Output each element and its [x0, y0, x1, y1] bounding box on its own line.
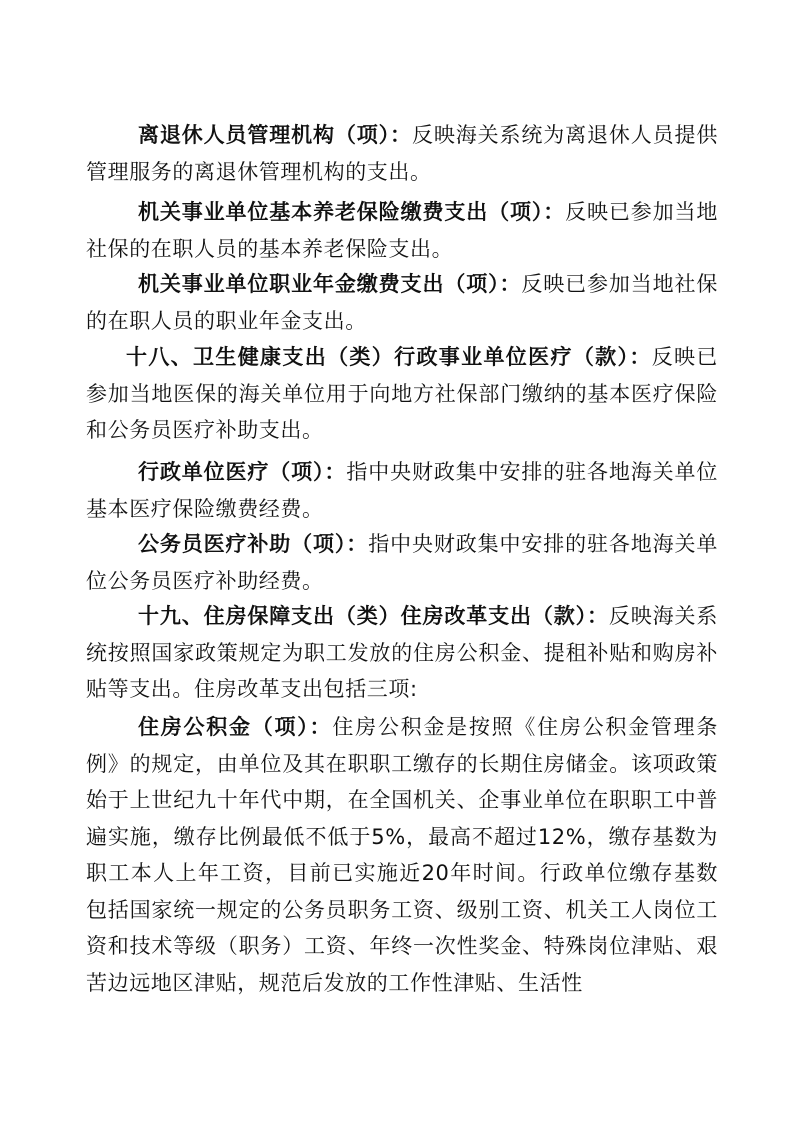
paragraph-text: 反映已参加当地社保的在职人员的基本养老保险支出。	[86, 200, 719, 261]
paragraph-admin-medical	[86, 454, 718, 527]
paragraph-term: 十八、卫生健康支出（类）行政事业单位医疗（款）：	[126, 345, 652, 369]
paragraph-term: 机关事业单位基本养老保险缴费支出（项）：	[138, 200, 566, 224]
paragraph-term: 公务员医疗补助（项）：	[138, 532, 369, 556]
paragraph-text: 反映海关系统按照国家政策规定为职工发放的住房公积金、提租补贴和购房补贴等支出。住房改革支出包括三项:	[86, 604, 718, 701]
paragraph-text: 反映已参加当地医保的海关单位用于向地方社保部门缴纳的基本医疗保险和公务员医疗补助支出。	[86, 345, 718, 442]
paragraph-term: 住房公积金（项）：	[138, 715, 333, 739]
paragraph-term: 机关事业单位职业年金缴费支出（项）：	[138, 272, 522, 296]
paragraph-text: 反映海关系统为离退休人员提供管理服务的离退休管理机构的支出。	[86, 123, 718, 184]
paragraph-section-19	[86, 598, 718, 708]
paragraph-text: 住房公积金是按照《住房公积金管理条例》的规定，由单位及其在职职工缴存的长期住房储金。该项政策始于上世纪九十年代中期，在全国机关、企事业单位在职职工中普遍实施，缴存比例最低不低于5%，最高不超过12%，缴存基数为职工本人上年工资，目前已实施近20年时间。行政单位缴存基数包括国家统一规定的公务员职务工资、级别工资、机关工人岗位工资和技术等级（职务）工资、年终一次性奖金、特殊岗位津贴、艰苦边远地区津贴，规范后发放的工作性津贴、生活性	[86, 715, 719, 995]
paragraph-term: 离退休人员管理机构（项）：	[138, 123, 412, 147]
paragraph-text: 指中央财政集中安排的驻各地海关单位公务员医疗补助经费。	[86, 532, 718, 593]
paragraph-housing-fund	[86, 709, 718, 1001]
paragraph-term: 十九、住房保障支出（类）住房改革支出（款）：	[138, 604, 609, 628]
paragraph-civil-servant-medical	[86, 526, 718, 599]
paragraph-retiree-management	[86, 117, 718, 190]
paragraph-occupational-annuity	[86, 266, 718, 339]
paragraph-term: 行政单位医疗（项）：	[138, 460, 347, 484]
paragraph-section-18	[86, 339, 718, 449]
paragraph-text: 指中央财政集中安排的驻各地海关单位基本医疗保险缴费经费。	[86, 460, 719, 521]
paragraph-basic-pension	[86, 194, 718, 267]
paragraph-text: 反映已参加当地社保的在职人员的职业年金支出。	[86, 272, 718, 333]
